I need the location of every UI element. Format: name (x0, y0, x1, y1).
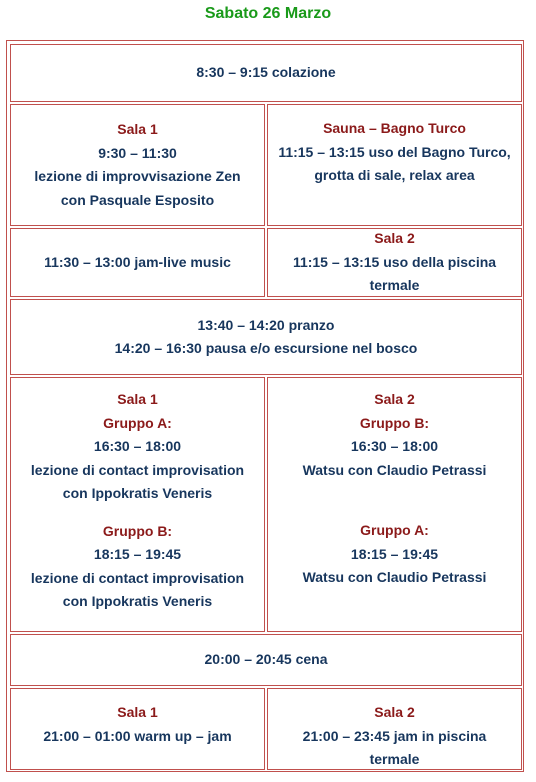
group-label: Gruppo B: (102, 522, 173, 539)
cell-sala1-zen (10, 104, 265, 226)
group-label: Gruppo A: (360, 522, 429, 538)
activity-text: termale (369, 751, 420, 767)
row-colazione (10, 44, 522, 102)
activity-text: lezione di contact improvisation (30, 569, 245, 586)
activity-text: 11:15 – 13:15 uso della piscina (292, 253, 497, 270)
activity-text: grotta di sale, relax area (314, 167, 475, 183)
colazione-text: 8:30 – 9:15 colazione (196, 64, 336, 81)
cell-sala1-contact (10, 377, 265, 632)
cell-jam-live (10, 228, 265, 297)
cell-sauna (267, 104, 522, 226)
activity-text: 11:15 – 13:15 uso del Bagno Turco, (278, 143, 511, 160)
activity-text: lezione di improvvisazione Zen (34, 168, 241, 184)
row-cena (10, 634, 522, 686)
pausa-text: 14:20 – 16:30 pausa e/o escursione nel bosco (114, 340, 418, 356)
room-label: Sauna – Bagno Turco (323, 120, 466, 136)
room-label: Sala 2 (374, 230, 415, 247)
room-label: Sala 2 (374, 704, 415, 720)
time-range: 18:15 – 19:45 (93, 546, 182, 562)
activity-text: Watsu con Claudio Petrassi (302, 569, 487, 585)
teacher-text: con Ippokratis Veneris (62, 485, 213, 501)
time-range: 16:30 – 18:00 (93, 438, 182, 454)
cena-text: 20:00 – 20:45 cena (204, 651, 328, 668)
row-pranzo (10, 299, 522, 375)
cell-sala2-piscina (267, 228, 522, 297)
group-label: Gruppo B: (359, 414, 430, 431)
cell-sala1-warmup (10, 688, 265, 770)
time-range: 16:30 – 18:00 (350, 438, 439, 454)
pranzo-text: 13:40 – 14:20 pranzo (197, 316, 335, 333)
room-label: Sala 1 (117, 121, 158, 137)
teacher-text: con Ippokratis Veneris (62, 593, 213, 609)
activity-text: termale (369, 277, 420, 294)
activity-text: 11:30 – 13:00 jam-live music (44, 253, 231, 270)
time-range: 9:30 – 11:30 (98, 144, 177, 161)
activity-text: 21:00 – 01:00 warm up – jam (43, 727, 232, 744)
group-label: Gruppo A: (103, 414, 172, 431)
activity-text: 21:00 – 23:45 jam in piscina (302, 727, 487, 744)
page-title: Sabato 26 Marzo (204, 5, 332, 22)
activity-text: lezione di contact improvisation (30, 461, 245, 478)
room-label: Sala 1 (117, 391, 158, 407)
time-range: 18:15 – 19:45 (350, 545, 439, 562)
room-label: Sala 1 (117, 704, 158, 720)
teacher-text: con Pasquale Esposito (60, 191, 215, 208)
activity-text: Watsu con Claudio Petrassi (302, 461, 487, 478)
cell-sala2-jam-piscina (267, 688, 522, 770)
cell-sala2-watsu (267, 377, 522, 632)
room-label: Sala 2 (374, 391, 415, 407)
